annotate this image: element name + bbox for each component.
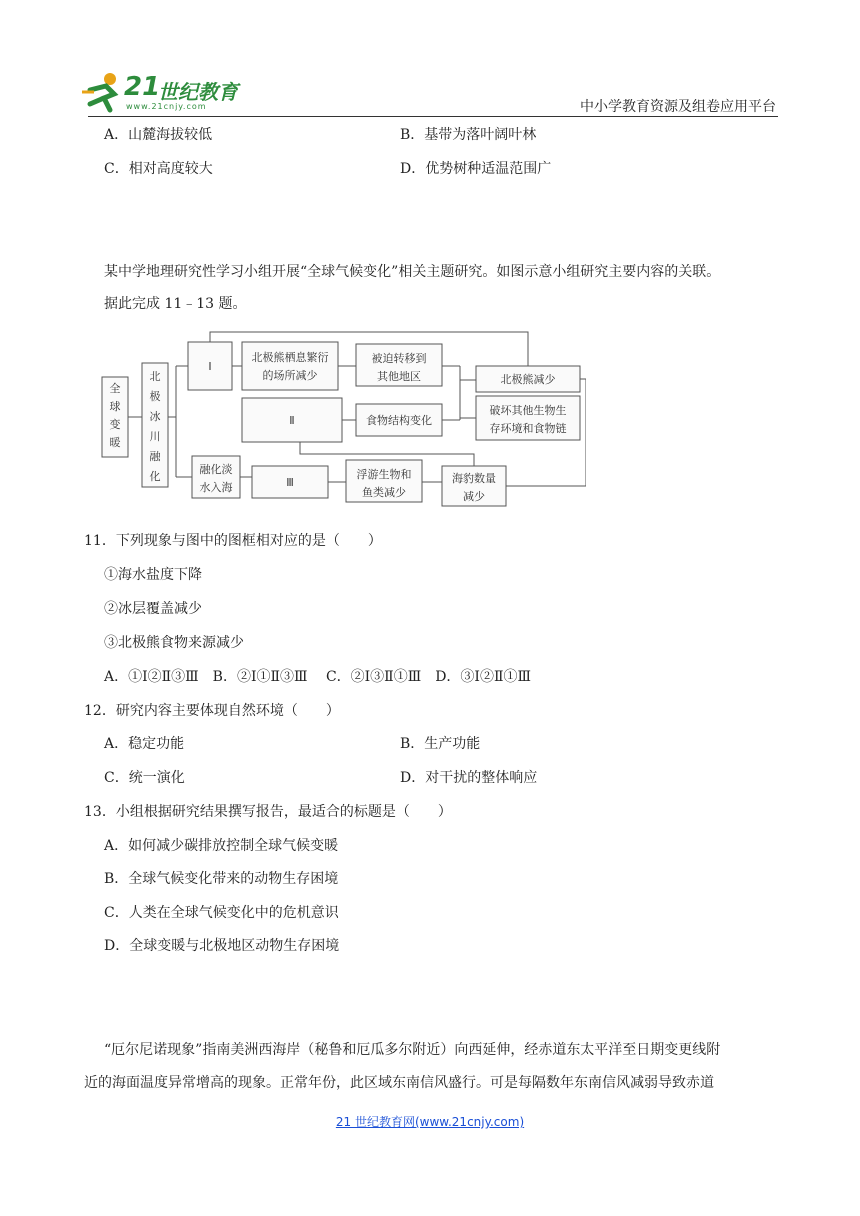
label-plankton: 浮游生物和 bbox=[356, 468, 412, 481]
q11-item-1: ①海水盐度下降 bbox=[104, 567, 202, 583]
header-divider bbox=[88, 116, 778, 117]
logo-number: 21 bbox=[124, 72, 161, 102]
passage-line-2: 近的海面温度异常增高的现象。正常年份，此区域东南信风盛行。可是每隔数年东南信风减弱导致赤道 bbox=[84, 1075, 714, 1091]
label-seal: 海豹数量 bbox=[452, 472, 496, 485]
q13-option-b: B．全球气候变化带来的动物生存困境 bbox=[104, 871, 339, 887]
svg-text:鱼类减少: 鱼类减少 bbox=[362, 486, 406, 499]
research-diagram bbox=[100, 330, 586, 508]
q12-option-d: D．对干扰的整体响应 bbox=[400, 770, 538, 786]
q13-option-c: C．人类在全球气候变化中的危机意识 bbox=[104, 905, 339, 921]
prev-option-a: A．山麓海拔较低 bbox=[104, 127, 213, 143]
q13-option-a: A．如何减少碳排放控制全球气候变暖 bbox=[104, 838, 339, 854]
intro-line-2: 据此完成 11﹣13 题。 bbox=[104, 296, 247, 312]
label-III: Ⅲ bbox=[286, 476, 294, 489]
prev-option-c: C．相对高度较大 bbox=[104, 161, 213, 177]
q11-item-2: ②冰层覆盖减少 bbox=[104, 601, 202, 617]
footer-link[interactable]: 21 世纪教育网(www.21cnjy.com) bbox=[335, 1115, 525, 1129]
q12-option-b: B．生产功能 bbox=[400, 736, 481, 752]
svg-text:变: 变 bbox=[109, 418, 121, 431]
q12-option-c: C．统一演化 bbox=[104, 770, 185, 786]
label-I: Ⅰ bbox=[208, 360, 212, 373]
svg-text:其他地区: 其他地区 bbox=[377, 370, 421, 383]
q11-options: A．①Ⅰ②Ⅱ③Ⅲ B．②Ⅰ①Ⅱ③Ⅲ C．②Ⅰ③Ⅱ①Ⅲ D．③Ⅰ②Ⅱ①Ⅲ bbox=[104, 669, 531, 685]
logo-text: 世纪教育 bbox=[158, 80, 238, 104]
box-habitat bbox=[242, 342, 338, 390]
runner-logo-icon bbox=[80, 70, 126, 114]
svg-text:水入海: 水入海 bbox=[199, 481, 233, 494]
label-bear-decline: 北极熊减少 bbox=[500, 373, 556, 386]
label-food-struct: 食物结构变化 bbox=[366, 414, 432, 427]
logo-url: www.21cnjy.com bbox=[126, 102, 207, 111]
q13-option-d: D．全球变暖与北极地区动物生存困境 bbox=[104, 938, 340, 954]
label-II: Ⅱ bbox=[289, 414, 295, 427]
svg-text:融: 融 bbox=[149, 450, 161, 463]
label-destroy: 破坏其他生物生 bbox=[489, 404, 567, 417]
prev-option-b: B．基带为落叶阔叶林 bbox=[400, 127, 537, 143]
label-freshwater: 融化淡 bbox=[199, 463, 233, 476]
svg-text:川: 川 bbox=[149, 430, 161, 443]
svg-text:的场所减少: 的场所减少 bbox=[262, 369, 318, 382]
prev-option-d: D．优势树种适温范围广 bbox=[400, 161, 552, 177]
q12-stem: 12．研究内容主要体现自然环境（ ） bbox=[84, 703, 340, 719]
svg-text:极: 极 bbox=[149, 390, 161, 403]
label-habitat: 北极熊栖息繁衍 bbox=[251, 351, 329, 364]
label-migrate: 被迫转移到 bbox=[371, 352, 427, 365]
q12-option-a: A．稳定功能 bbox=[104, 736, 185, 752]
intro-line-1: 某中学地理研究性学习小组开展“全球气候变化”相关主题研究。如图示意小组研究主要内容的关联。 bbox=[104, 264, 721, 280]
q11-stem: 11．下列现象与图中的图框相对应的是（ ） bbox=[84, 533, 382, 549]
svg-text:冰: 冰 bbox=[149, 410, 161, 423]
platform-name: 中小学教育资源及组卷应用平台 bbox=[580, 99, 776, 115]
q13-stem: 13．小组根据研究结果撰写报告，最适合的标题是（ ） bbox=[84, 804, 452, 820]
svg-text:化: 化 bbox=[149, 470, 161, 483]
label-glacier: 北 bbox=[149, 370, 161, 383]
svg-text:存环境和食物链: 存环境和食物链 bbox=[489, 422, 567, 435]
passage-line-1: “厄尔尼诺现象”指南美洲西海岸（秘鲁和厄瓜多尔附近）向西延伸，经赤道东太平洋至日期变更线附 bbox=[104, 1042, 721, 1058]
label-warming: 全 bbox=[109, 382, 121, 395]
svg-text:球: 球 bbox=[109, 400, 121, 413]
svg-text:暖: 暖 bbox=[109, 436, 121, 449]
svg-text:减少: 减少 bbox=[463, 490, 485, 503]
site-logo[interactable] bbox=[80, 70, 250, 114]
q11-item-3: ③北极熊食物来源减少 bbox=[104, 635, 244, 651]
